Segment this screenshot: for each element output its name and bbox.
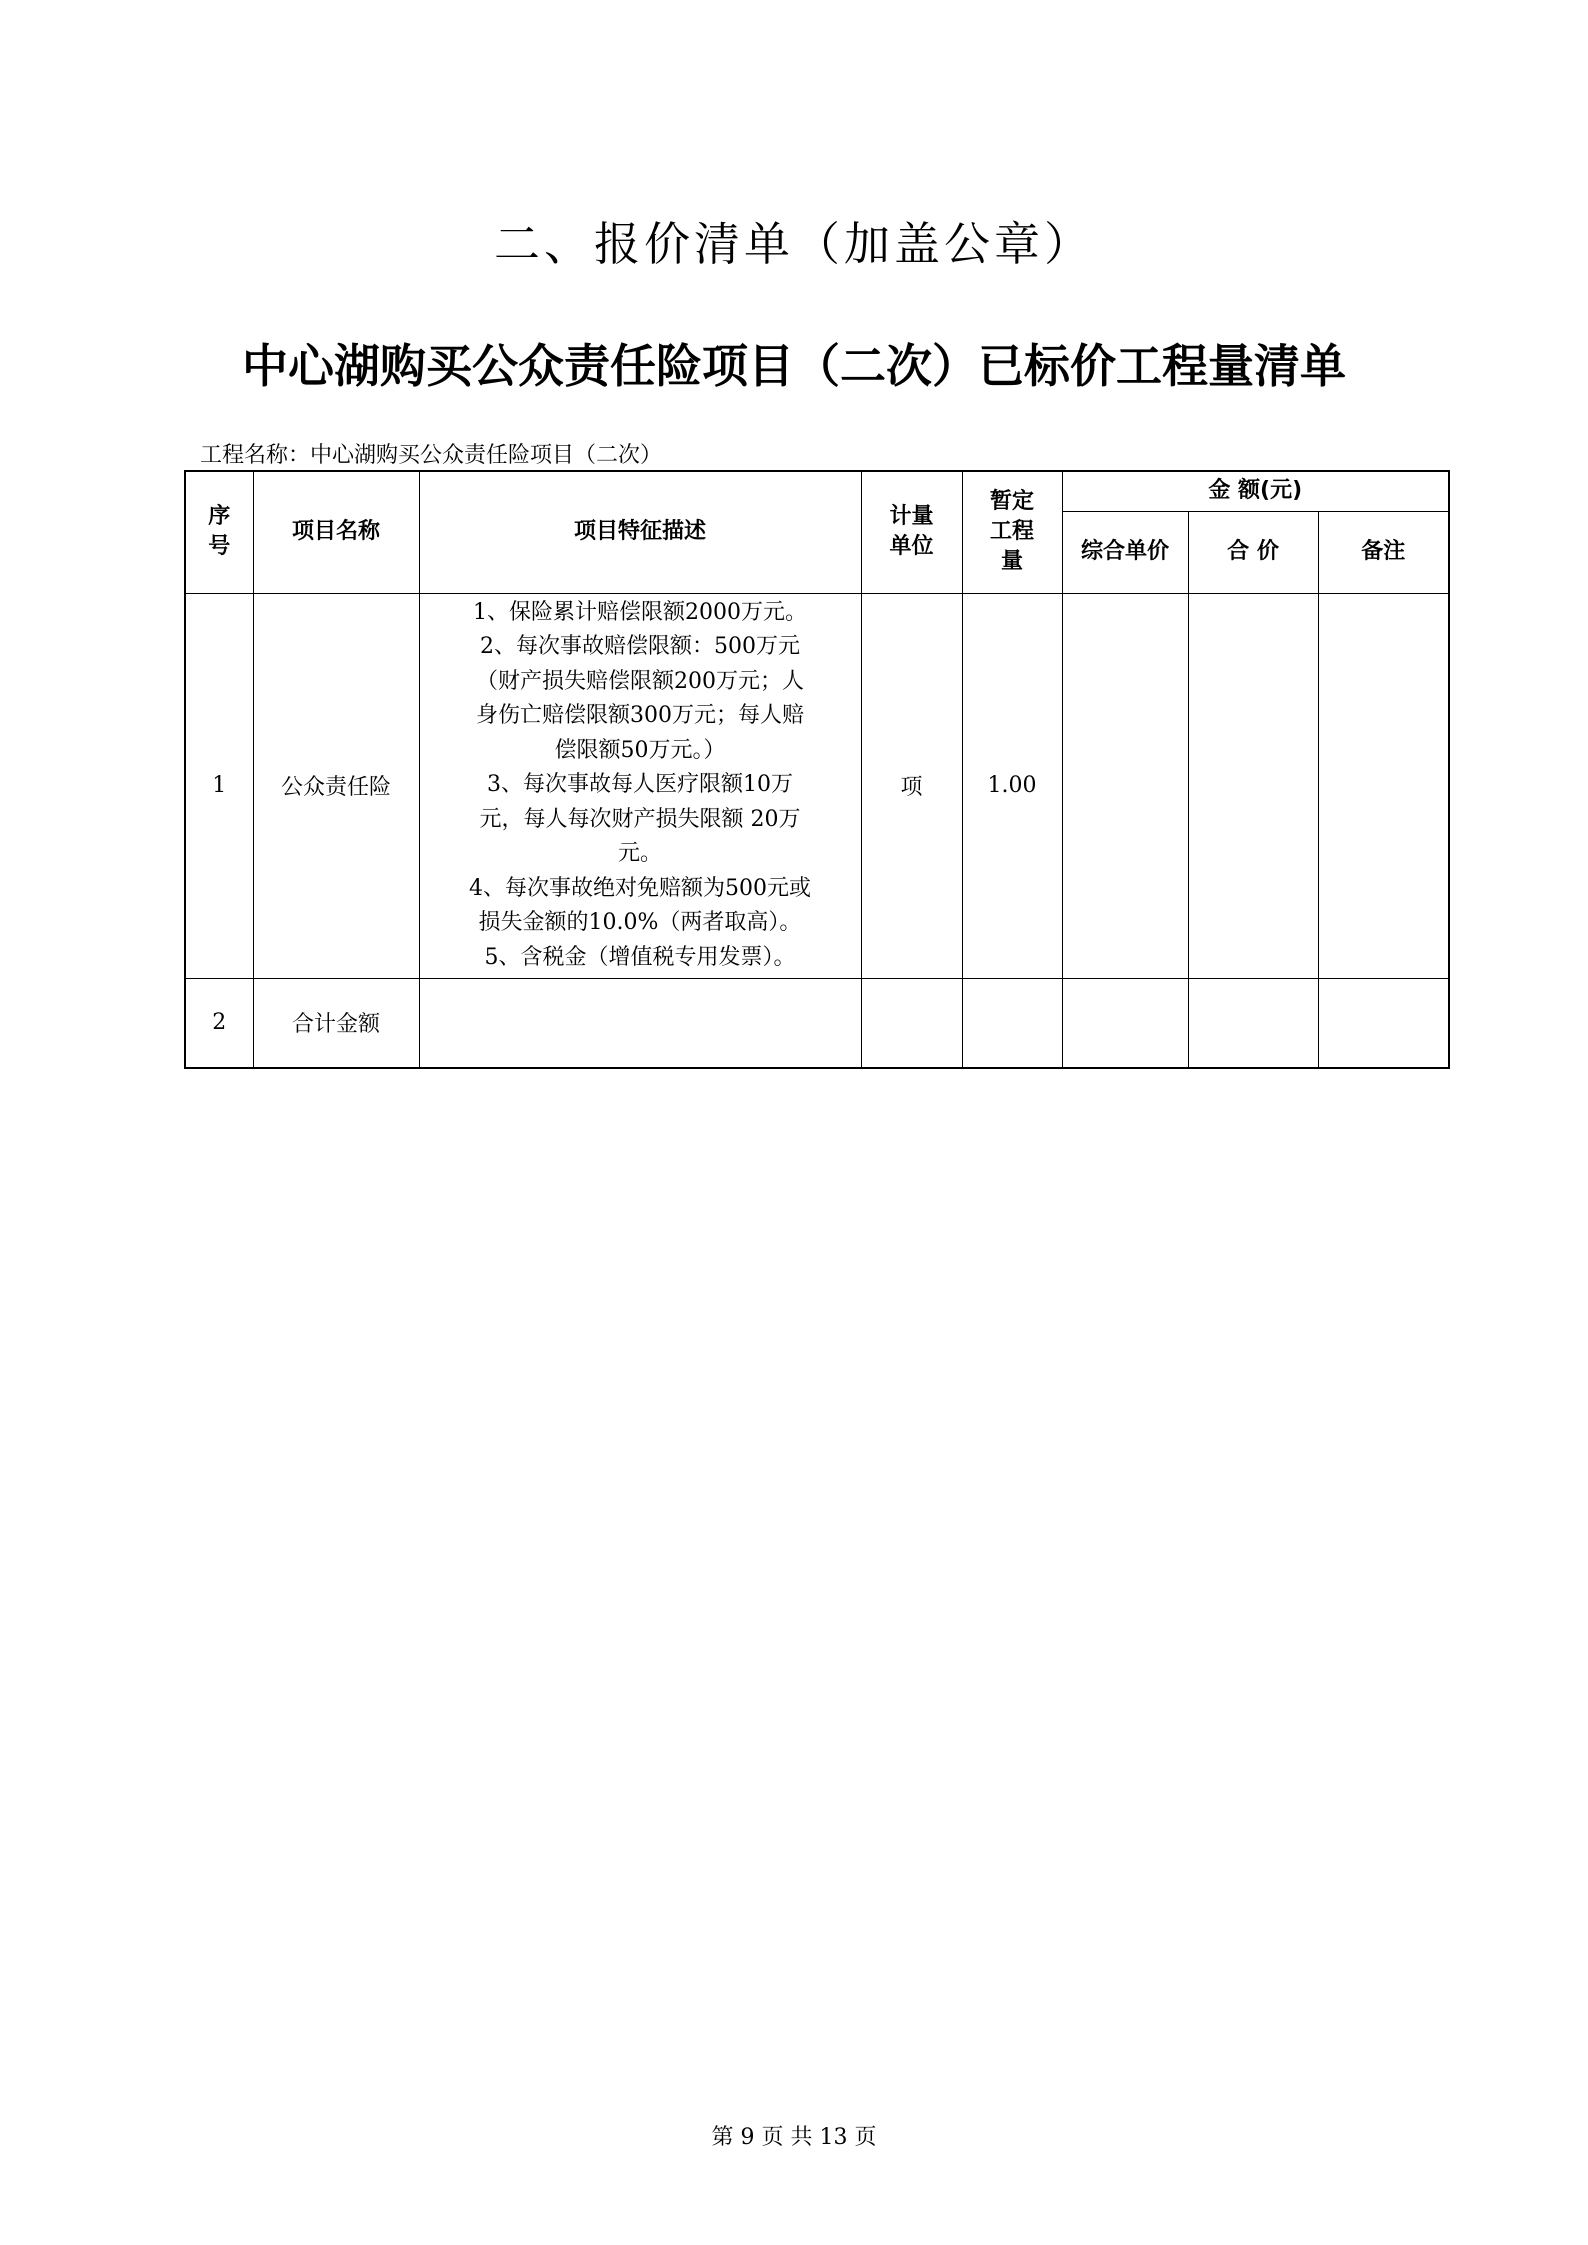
description-line: 偿限额50万元。） [554,737,726,763]
row-item-name: 合计金额 [253,978,419,1068]
description-line: 损失金额的10.0%（两者取高）。 [478,910,802,936]
row-description [419,593,861,978]
table-row [185,593,1449,978]
description-line: 身伤亡赔偿限额300万元；每人赔 [476,703,804,729]
description-line: （财产损失赔偿限额200万元；人 [476,668,804,694]
description-line: 元。 [617,841,662,867]
header-remark: 备注 [1318,511,1449,593]
header-total: 合 价 [1188,511,1318,593]
header-unit-line: 单位 [889,534,934,560]
description-line: 元，每人每次财产损失限额 20万 [479,806,801,832]
header-quantity-line: 量 [1000,549,1023,575]
page-number-footer: 第 9 页 共 13 页 [711,2125,877,2150]
description-line: 4、每次事故绝对免赔额为500元或 [469,875,811,901]
header-item-name: 项目名称 [253,471,419,593]
header-seq-line: 号 [208,534,231,560]
row-item-name: 公众责任险 [253,593,419,978]
row-unit-price [1062,978,1188,1068]
row-remark [1318,593,1449,978]
description-line: 1、保险累计赔偿限额2000万元。 [473,599,807,625]
document-title: 中心湖购买公众责任险项目（二次）已标价工程量清单 [242,339,1346,393]
row-description [419,978,861,1068]
header-quantity [962,471,1062,593]
row-seq: 2 [185,978,253,1068]
project-name-line: 工程名称：中心湖购买公众责任险项目（二次） [200,443,663,468]
row-quantity [962,978,1062,1068]
description-line: 5、含税金（增值税专用发票）。 [484,944,796,970]
row-remark [1318,978,1449,1068]
row-total [1188,593,1318,978]
header-quantity-line: 工程 [989,519,1034,545]
header-unit-price: 综合单价 [1062,511,1188,593]
description-line: 2、每次事故赔偿限额：500万元 [480,634,800,660]
header-seq-line: 序 [208,504,231,530]
row-unit [861,978,962,1068]
description-line: 3、每次事故每人医疗限额10万 [487,772,793,798]
row-total [1188,978,1318,1068]
table-row [185,978,1449,1068]
header-seq [185,471,253,593]
header-amount-group: 金 额(元) [1062,471,1449,511]
section-title: 二、报价清单（加盖公章） [494,217,1094,271]
bill-of-quantities-table [184,470,1450,1069]
row-unit-price [1062,593,1188,978]
header-description: 项目特征描述 [419,471,861,593]
row-seq: 1 [185,593,253,978]
header-unit [861,471,962,593]
row-unit: 项 [861,593,962,978]
header-unit-line: 计量 [889,504,934,530]
header-quantity-line: 暂定 [989,489,1034,515]
row-quantity: 1.00 [962,593,1062,978]
